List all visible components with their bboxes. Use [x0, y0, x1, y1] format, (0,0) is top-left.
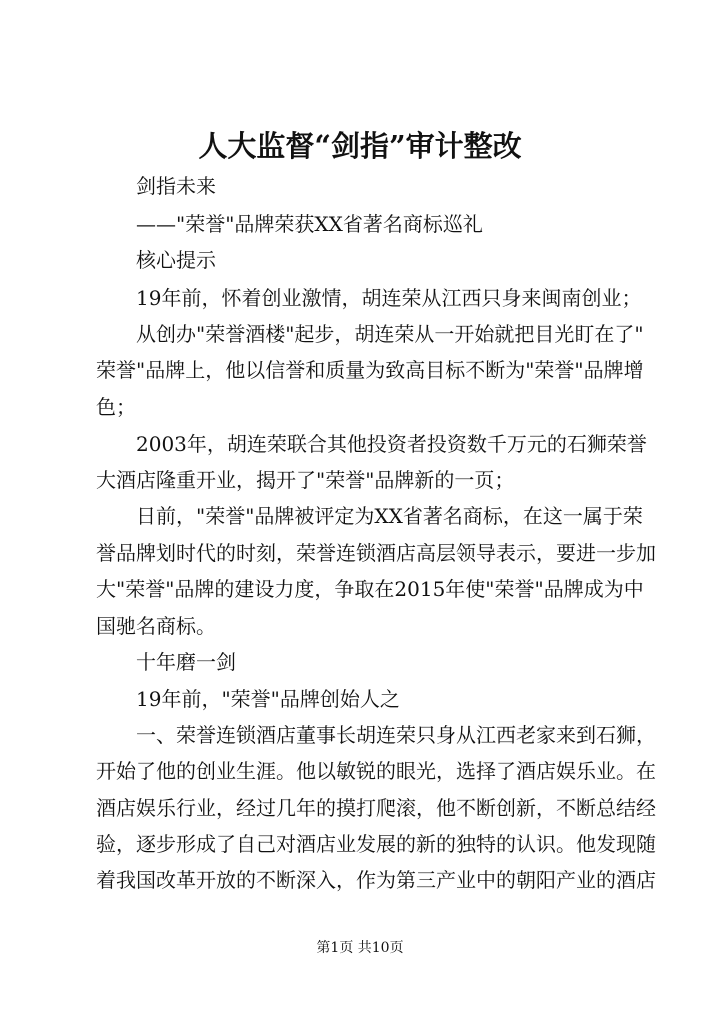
- subtitle-line: 剑指未来: [136, 174, 216, 198]
- paragraph-line: 荣誉"品牌上，他以信誉和质量为致高目标不断为"荣誉"品牌增: [96, 358, 644, 382]
- paragraph-line: 2003年，胡连荣联合其他投资者投资数千万元的石狮荣誉: [136, 432, 647, 456]
- section-heading: 核心提示: [136, 248, 216, 272]
- paragraph-line: 誉品牌划时代的时刻，荣誉连锁酒店高层领导表示，要进一步加: [96, 541, 656, 565]
- paragraph-line: 着我国改革开放的不断深入，作为第三产业中的朝阳产业的酒店: [96, 868, 656, 892]
- paragraph-line: 从创办"荣誉酒楼"起步，胡连荣从一开始就把目光盯在了": [136, 322, 644, 346]
- paragraph-line: 酒店娱乐行业，经过几年的摸打爬滚，他不断创新，不断总结经: [96, 796, 656, 820]
- section-heading: 十年磨一剑: [136, 650, 236, 674]
- paragraph-line: 色；: [96, 395, 136, 419]
- page-number: 第1页 共10页: [316, 940, 404, 956]
- paragraph-line: 日前，"荣誉"品牌被评定为XX省著名商标，在这一属于荣: [136, 504, 643, 528]
- document-title: 人大监督“剑指”审计整改: [198, 129, 522, 163]
- paragraph-line: 开始了他的创业生涯。他以敏锐的眼光，选择了酒店娱乐业。在: [96, 759, 656, 783]
- paragraph-line: 大酒店隆重开业，揭开了"荣誉"品牌新的一页；: [96, 468, 515, 492]
- paragraph-line: 一、荣誉连锁酒店董事长胡连荣只身从江西老家来到石狮，: [136, 723, 656, 747]
- paragraph-line: 大"荣誉"品牌的建设力度，争取在2015年使"荣誉"品牌成为中: [96, 577, 644, 601]
- paragraph-line: 19年前，怀着创业激情，胡连荣从江西只身来闽南创业；: [136, 286, 642, 310]
- paragraph-line: 验，逐步形成了自己对酒店业发展的新的独特的认识。他发现随: [96, 832, 656, 856]
- paragraph-line: 19年前，"荣誉"品牌创始人之: [136, 687, 400, 711]
- paragraph-line: 国驰名商标。: [96, 614, 216, 638]
- subheading-line: ——"荣誉"品牌荣获XX省著名商标巡礼: [136, 212, 483, 236]
